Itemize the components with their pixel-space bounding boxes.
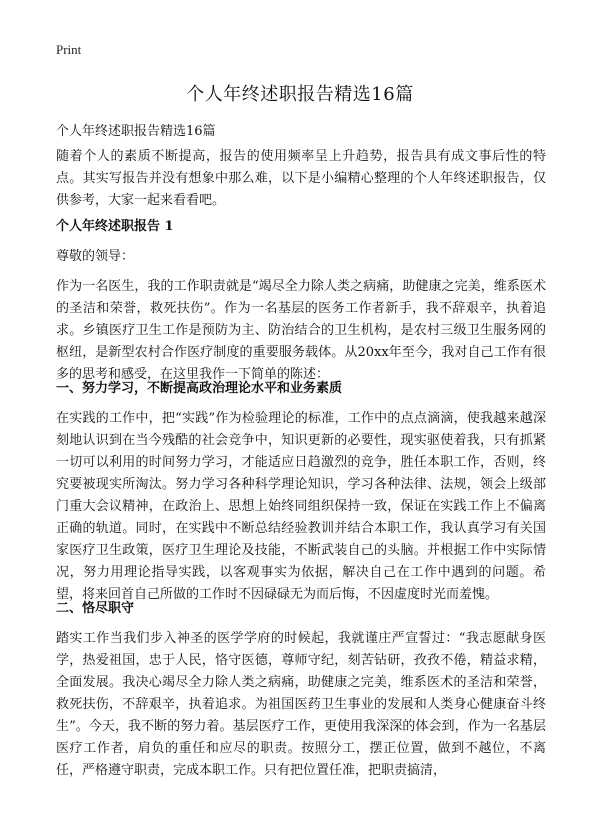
section-2-heading: 二、恪尽职守 [56, 601, 135, 616]
section-1-heading: 一、努力学习，不断提高政治理论水平和业务素质 [56, 381, 343, 396]
salutation: 尊敬的领导： [56, 249, 135, 264]
document-title: 个人年终述职报告精选16篇 [186, 84, 414, 105]
intro-paragraph: 随着个人的素质不断提高，报告的使用频率呈上升趋势，报告具有成文事后性的特点。其实写报告并没有想象中那么难，以下是小编精心整理的个人年终述职报告，仅供参考，大家一起来看看吧。 [56, 149, 546, 208]
paragraph-2: 在实践的工作中，把“实践”作为检验理论的标准，工作中的点点滴滴，使我越来越深刻地认识到在当今残酷的社会竞争中，知识更新的必要性，现实驱使着我，只有抓紧一切可以利用的时间努力学习，才能适应日趋激烈的竞争，胜任本职工作，否则，终究要被现实所淘汰。努力学习各种科学理论知识，学习各种法律、法规，领会上级部门重大会议精神，在政治上、思想上始终同组织保持一致，保证在实践工作上不偏离正确的轨道。同时，在实践中不断总结经验教训并结合本职工作，我认真学习有关国家医疗卫生政策，医疗卫生理论及技能，不断武装自己的头脑。并根据工作中实际情况，努力用理论指导实践，以客观事实为依据，解决自己在工作中遇到的问题。希望，将来回首自己所做的工作时不因碌碌无为而后悔，不因虚度时光而羞愧。 [56, 411, 546, 602]
document-subtitle: 个人年终述职报告精选16篇 [56, 124, 216, 139]
report-heading: 个人年终述职报告 1 [56, 219, 174, 234]
paragraph-1: 作为一名医生，我的工作职责就是“竭尽全力除人类之病痛，助健康之完美，维系医术的圣洁和荣誉，救死扶伤”。作为一名基层的医务工作者新手，我不辞艰辛，执着追求。乡镇医疗卫生工作是预防为主、防治结合的卫生机构，是农村三级卫生服务网的枢纽，是新型农村合作医疗制度的重要服务载体。从20xx年至今，我对自己工作有很多的思考和感受，在这里我作一下简单的陈述： [56, 279, 546, 382]
paragraph-3: 踏实工作当我们步入神圣的医学学府的时候起，我就谨庄严宣誓过：“我志愿献身医学，热爱祖国，忠于人民，恪守医德，尊师守纪，刻苦钻研，孜孜不倦，精益求精，全面发展。我决心竭尽全力除人类之病痛，助健康之完美，维系医术的圣洁和荣誉，救死扶伤，不辞艰辛，执着追求。为祖国医药卫生事业的发展和人类身心健康奋斗终生”。今天，我不断的努力着。基层医疗工作，更使用我深深的体会到，作为一名基层医疗工作者，肩负的重任和应尽的职责。按照分工，摆正位置，做到不越位，不离任，严格遵守职责，完成本职工作。只有把位置任准，把职责搞清， [56, 631, 546, 778]
print-link[interactable]: Print [56, 42, 82, 57]
